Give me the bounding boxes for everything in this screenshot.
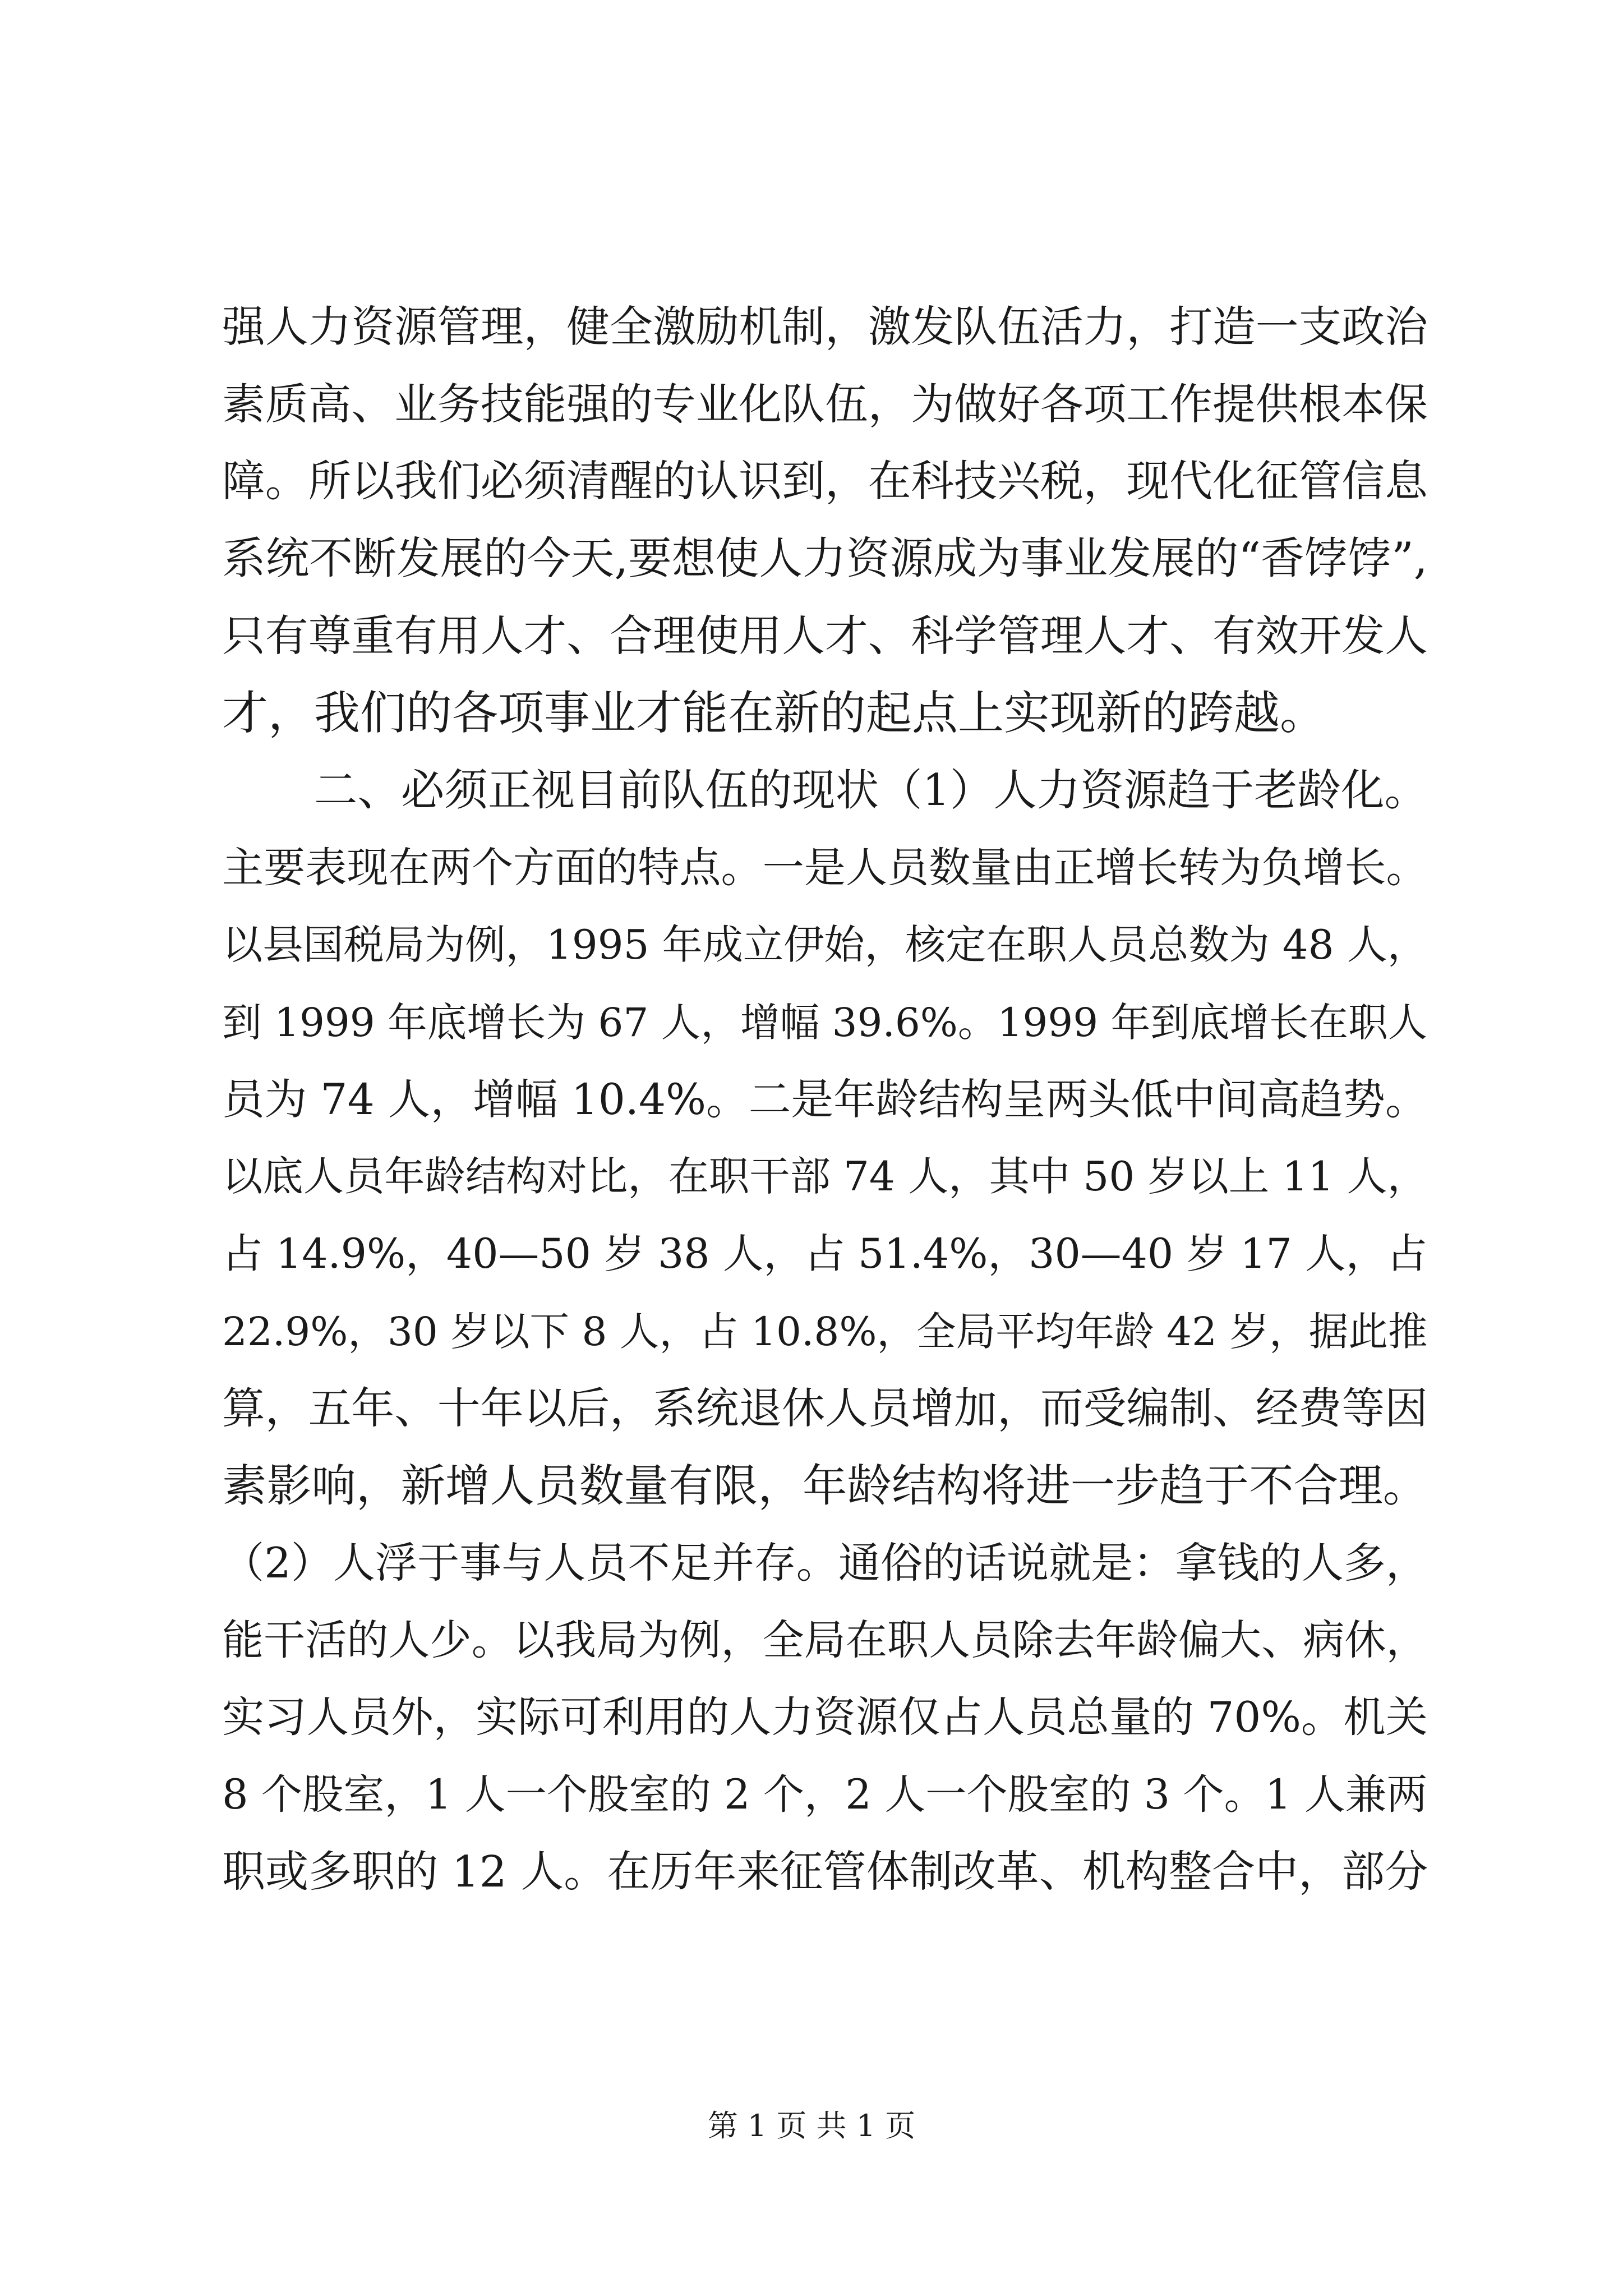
text-line: 到 1999 年底增长为 67 人，增幅 39.6%。1999 年到底增长在职人 <box>222 999 1428 1046</box>
text-line: 实习人员外，实际可利用的人力资源仅占人员总量的 70%。机关 <box>222 1692 1428 1742</box>
text-line: 22.9%，30 岁以下 8 人，占 10.8%，全局平均年龄 42 岁，据此推 <box>222 1308 1428 1355</box>
text-line: 强人力资源管理，健全激励机制，激发队伍活力，打造一支政治 <box>222 302 1428 352</box>
text-line: 障。所以我们必须清醒的认识到，在科技兴税，现代化征管信息 <box>222 457 1428 507</box>
text-line: 以底人员年龄结构对比，在职干部 74 人，其中 50 岁以上 11 人， <box>222 1153 1428 1200</box>
text-line: 才，我们的各项事业才能在新的起点上实现新的跨越。 <box>222 687 1326 740</box>
text-line: 只有尊重有用人才、合理使用人才、科学管理人才、有效开发人 <box>222 611 1428 661</box>
text-line: 主要表现在两个方面的特点。一是人员数量由正增长转为负增长。 <box>222 843 1428 892</box>
text-line: 能干活的人少。以我局为例，全局在职人员除去年龄偏大、病休， <box>222 1616 1428 1664</box>
page-footer: 第 1 页 共 1 页 <box>707 2108 916 2143</box>
text-line: 员为 74 人，增幅 10.4%。二是年龄结构呈两头低中间高趋势。 <box>222 1074 1428 1124</box>
text-line: 8 个股室，1 人一个股室的 2 个，2 人一个股室的 3 个。1 人兼两 <box>222 1771 1428 1819</box>
text-line: 素质高、业务技能强的专业化队伍，为做好各项工作提供根本保 <box>222 379 1428 430</box>
document-body <box>222 289 1428 1911</box>
text-line: （2）人浮于事与人员不足并存。通俗的话说就是：拿钱的人多， <box>222 1538 1428 1588</box>
text-line: 占 14.9%，40—50 岁 38 人，占 51.4%，30—40 岁 17 人，占 <box>222 1230 1428 1278</box>
text-line: 素影响，新增人员数量有限，年龄结构将进一步趋于不合理。 <box>222 1460 1428 1512</box>
text-line: 系统不断发展的今天,要想使人力资源成为事业发展的“香饽饽”, <box>222 533 1428 585</box>
text-line: 职或多职的 12 人。在历年来征管体制改革、机构整合中，部分 <box>222 1846 1428 1897</box>
text-line: 以县国税局为例，1995 年成立伊始，核定在职人员总数为 48 人， <box>222 921 1428 969</box>
text-line: 二、必须正视目前队伍的现状（1）人力资源趋于老龄化。 <box>314 765 1428 816</box>
text-line: 算，五年、十年以后，系统退休人员增加，而受编制、经费等因 <box>222 1383 1428 1434</box>
